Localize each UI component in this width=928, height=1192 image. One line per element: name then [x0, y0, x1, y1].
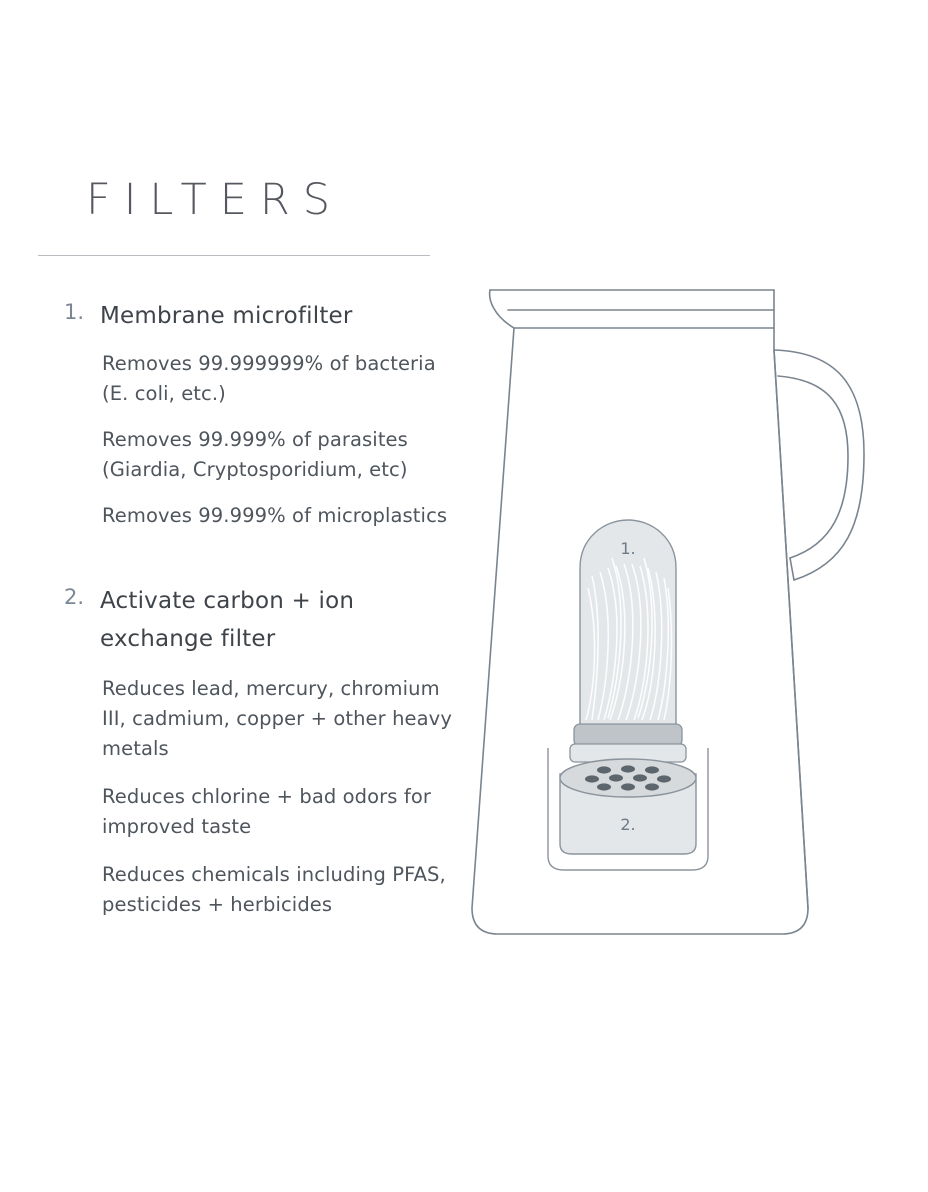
pitcher-handle — [774, 350, 864, 580]
list-item: Removes 99.999% of parasites (Giardia, Cryptosporidium, etc) — [102, 428, 408, 482]
filter-section-2 — [38, 583, 468, 920]
title-divider — [38, 255, 430, 256]
filter-1-number: 1. — [63, 300, 84, 325]
list-item: Removes 99.999999% of bacteria (E. coli, etc.) — [102, 352, 436, 406]
callout-1-label: 1. — [620, 539, 636, 558]
filter-1-heading: Membrane microfilter — [100, 303, 353, 330]
filter-2-number: 2. — [63, 585, 84, 610]
cartridge-gasket — [574, 724, 682, 746]
page-title: FILTERS — [86, 175, 344, 225]
water-pitcher-illustration — [452, 258, 892, 978]
filter-2-heading: Activate carbon + ion exchange filter — [100, 588, 355, 652]
perforated-top-plate — [560, 759, 696, 797]
list-item: Reduces chlorine + bad odors for improved taste — [102, 785, 431, 839]
filter-section-1 — [38, 298, 468, 531]
filter-2-bullets — [100, 674, 468, 920]
filter-assembly — [548, 520, 708, 870]
list-item: Reduces lead, mercury, chromium III, cadmium, copper + other heavy metals — [102, 676, 452, 760]
callout-2-label: 2. — [620, 815, 636, 834]
list-item: Reduces chemicals including PFAS, pesticides + herbicides — [102, 863, 446, 917]
filters-text-column — [38, 175, 468, 938]
list-item: Removes 99.999% of microplastics — [102, 504, 448, 528]
filter-1-bullets — [100, 349, 468, 531]
